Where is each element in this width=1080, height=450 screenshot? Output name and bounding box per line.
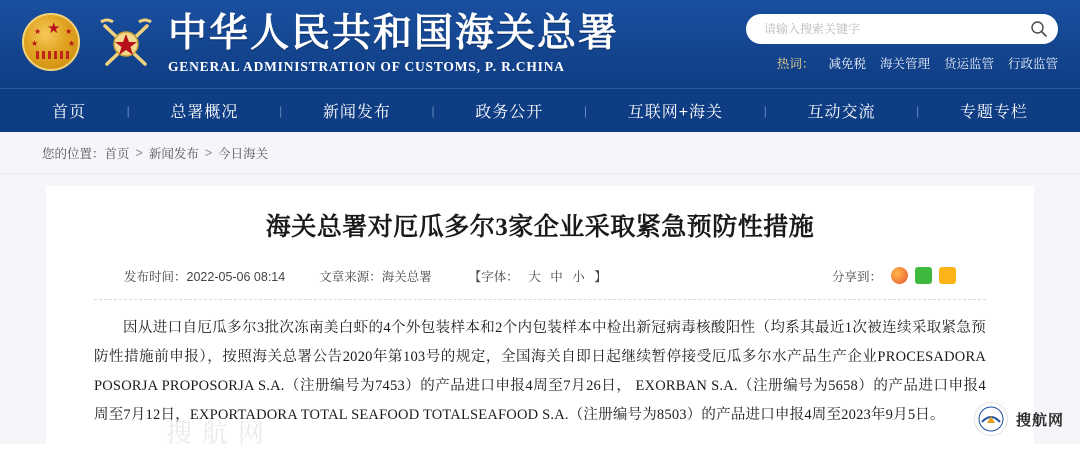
article-source [319,267,432,285]
nav-item-home[interactable]: 首页 [52,104,87,121]
watermark: 搜航网 [166,419,275,448]
nav-item-affairs[interactable]: 政务公开 [475,104,544,121]
nav-separator: | [763,103,767,118]
site-badge [974,402,1064,436]
page-title: 海关总署对厄瓜多尔3家企业采取紧急预防性措施 [265,214,815,241]
hotword-link-3[interactable]: 行政监管 [1007,57,1058,71]
publish-time [124,267,285,285]
share-label: 分享到： [831,269,882,284]
search-icon[interactable] [1030,20,1048,38]
publish-time-value: 2022-05-06 08:14 [186,269,286,284]
font-size-small[interactable]: 小 [572,269,585,284]
article-body [94,314,986,430]
weibo-icon[interactable] [891,267,908,284]
nav-item-news[interactable]: 新闻发布 [322,104,391,121]
search-input[interactable] [762,21,1030,37]
hotwords-bar [777,54,1058,72]
nav-item-overview[interactable]: 总署概况 [170,104,239,121]
publish-time-label: 发布时间： [124,269,187,284]
national-emblem-icon: ★ ★ ★ ★ ★ [22,13,84,75]
page-body [0,174,1080,448]
hotword-link-1[interactable]: 海关管理 [879,57,930,71]
site-title-block [168,13,619,75]
breadcrumb [0,132,1080,174]
article-card [46,186,1034,448]
souhang-logo-icon [974,402,1008,436]
font-size-large[interactable]: 大 [528,269,541,284]
share-group [832,267,956,285]
nav-item-interaction[interactable]: 互动交流 [807,104,876,121]
hotword-link-2[interactable]: 货运监管 [943,57,994,71]
site-title-en: GENERAL ADMINISTRATION OF CUSTOMS, P. R.CHINA [168,59,565,75]
hotword-link-0[interactable]: 减免税 [828,57,866,71]
breadcrumb-item-1[interactable]: 新闻发布 [148,146,199,161]
breadcrumb-separator: > [135,145,143,160]
nav-separator: | [279,103,283,118]
breadcrumb-separator: > [204,145,213,160]
article-source-value: 海关总署 [381,269,432,284]
article-paragraph: 因从进口自厄瓜多尔3批次冻南美白虾的4个外包装样本和2个内包装样本中检出新冠病毒核酸阳性（均系其最近1次被连续采取紧急预防性措施前申报），按照海关总署公告2020年第103号的规定，全国海关自即日起继续暂停接受厄瓜多尔水产品生产企业PROCESADORA POSORJA PROPOSORJA S.A.（注册编号为7453）的产品进口申报4周至7月26日， EXORBAN S.A.（注册编号为5658）的产品进口申报4周至7月12日，EXPORTADORA TOTAL SEAFOOD TOTALSEAFOOD S.A.（注册编号为8503）的产品进口申报4周至2023年9月5日。 [94,319,986,423]
search-box[interactable] [746,14,1058,44]
hotwords-label: 热词： [776,57,815,71]
font-size-label: 【字体： [468,269,519,284]
customs-badge-icon [94,12,158,76]
nav-separator: | [583,103,588,118]
site-badge-text: 搜航网 [1015,411,1064,429]
font-size-control [466,267,610,285]
wechat-icon[interactable] [915,267,932,284]
article-meta [94,267,986,300]
site-title-cn: 中华人民共和国海关总署 [168,11,620,55]
breadcrumb-prefix: 您的位置： [42,146,105,161]
header-right [738,14,1058,74]
site-header [0,0,1080,88]
nav-item-internet-customs[interactable]: 互联网+海关 [627,104,724,121]
breadcrumb-item-2[interactable]: 今日海关 [218,146,269,161]
nav-separator: | [431,103,435,118]
favorite-star-icon[interactable] [939,267,956,284]
article-source-label: 文章来源： [319,269,382,284]
breadcrumb-item-0[interactable]: 首页 [104,146,130,161]
nav-separator: | [126,103,130,118]
main-nav [0,88,1080,132]
font-size-label-end: 】 [594,269,607,284]
nav-item-topics[interactable]: 专题专栏 [959,104,1028,121]
font-size-medium[interactable]: 中 [550,269,563,284]
nav-separator: | [916,103,920,118]
